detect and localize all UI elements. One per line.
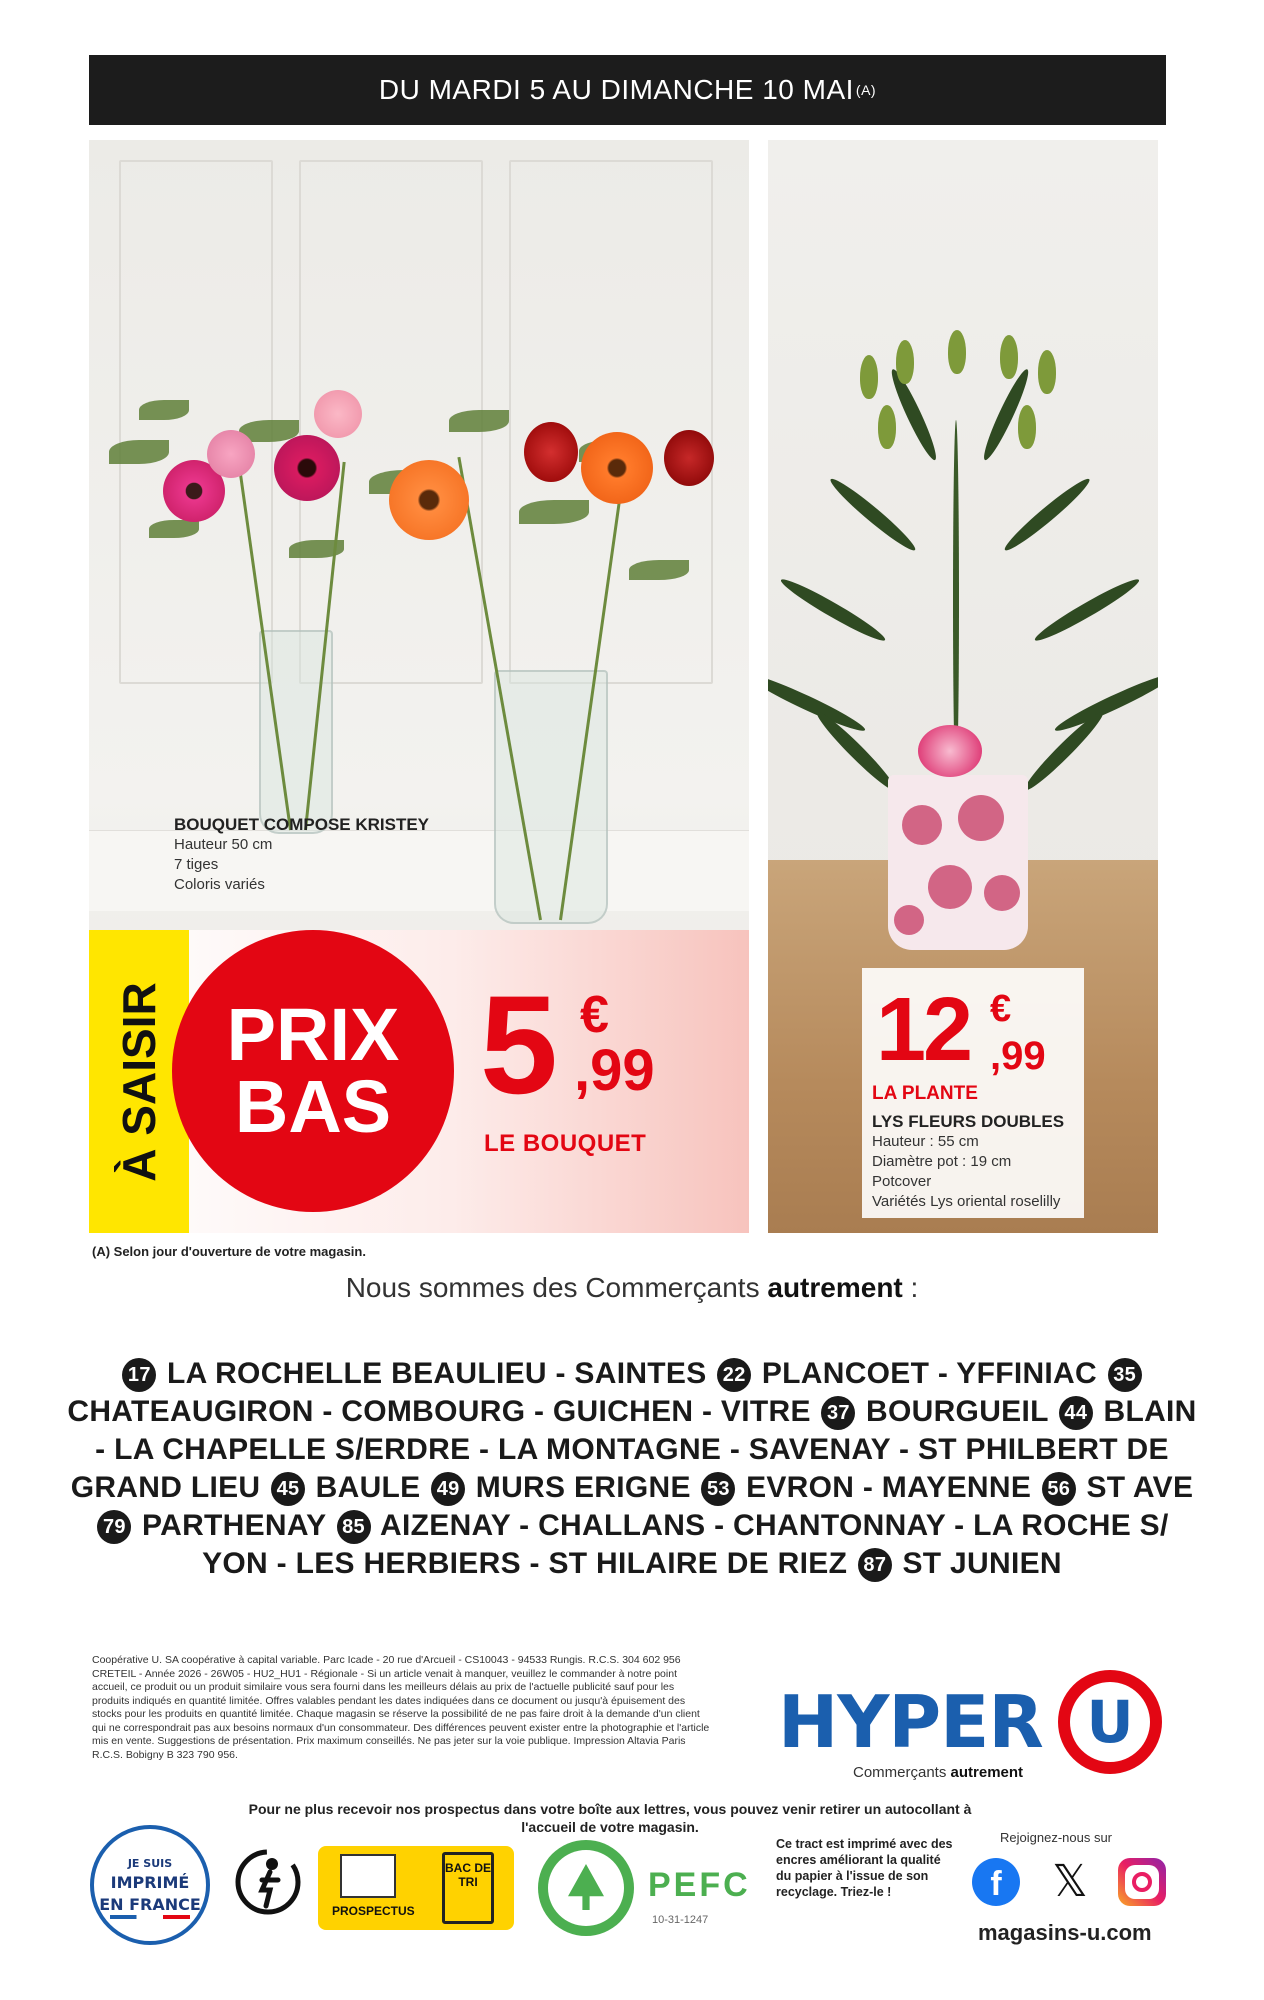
a-saisir-label: À SAISIR <box>113 981 165 1182</box>
badge-fr-line1: JE SUIS <box>127 1857 173 1870</box>
bac-de-tri-icon: BAC DE TRI <box>442 1852 494 1924</box>
pefc-label: PEFC <box>648 1866 751 1904</box>
tagline-text: Nous sommes des Commerçants <box>345 1272 768 1303</box>
bouquet-stems: 7 tiges <box>174 856 219 873</box>
x-icon[interactable]: 𝕏 <box>1052 1857 1088 1906</box>
pefc-icon <box>538 1840 634 1936</box>
dept-badge: 35 <box>1108 1358 1142 1392</box>
bouquet-price <box>470 966 680 1145</box>
prospectus-label: PROSPECTUS <box>332 1904 415 1918</box>
bouquet-price-int: 5 <box>480 966 554 1123</box>
imprime-en-france-badge <box>90 1825 210 1945</box>
dept-badge: 45 <box>271 1472 305 1506</box>
u-logo-icon <box>1058 1670 1162 1774</box>
lily-price-currency: € <box>990 988 1012 1030</box>
dept-badge: 85 <box>337 1510 371 1544</box>
facebook-icon[interactable]: f <box>972 1858 1020 1906</box>
badge-fr-line3: EN FRANCE <box>99 1895 201 1914</box>
bouquet-price-currency: € <box>580 986 609 1044</box>
lily-price-unit: LA PLANTE <box>872 1083 978 1104</box>
bouquet-height: Hauteur 50 cm <box>174 836 273 853</box>
bouquet-price-cents: ,99 <box>574 1038 655 1103</box>
stores-44: BLAIN - LA CHAPELLE S/ERDRE - LA MONTAGNE - SAVENAY - ST PHILBERT DE GRAND LIEU <box>70 1395 1197 1504</box>
stores-35: CHATEAUGIRON - COMBOURG - GUICHEN - VITRE <box>67 1395 811 1428</box>
dept-badge: 56 <box>1042 1472 1076 1506</box>
date-banner <box>89 55 1166 125</box>
dept-badge: 49 <box>431 1472 465 1506</box>
bouquet-colors: Coloris variés <box>174 876 265 893</box>
hyper-u-logo: HYPER <box>778 1680 1043 1764</box>
brand-tagline-text: Commerçants <box>853 1764 951 1781</box>
lily-pot-diameter: Diamètre pot : 19 cm <box>872 1153 1012 1170</box>
prix-bas-badge <box>172 930 454 1212</box>
lily-name: LYS FLEURS DOUBLES <box>872 1112 1065 1131</box>
brand-tagline <box>853 1764 1023 1781</box>
lily-height: Hauteur : 55 cm <box>872 1133 979 1150</box>
triman-icon <box>232 1846 304 1918</box>
prix-bas-line1: PRIX <box>226 993 400 1076</box>
tagline-end: : <box>902 1272 919 1303</box>
footnote: (A) Selon jour d'ouverture de votre magasin. <box>92 1244 366 1259</box>
social-label: Rejoignez-nous sur <box>1000 1830 1113 1845</box>
prospectus-icon <box>340 1854 396 1898</box>
bouquet-caption <box>174 815 429 895</box>
lily-caption <box>872 1112 1064 1212</box>
stores-49: MURS ERIGNE <box>475 1471 691 1504</box>
stores-85: AIZENAY - CHALLANS - CHANTONNAY - LA ROCHE S/ YON - LES HERBIERS - ST HILAIRE DE RIEZ <box>202 1509 1169 1580</box>
u-logo-letter: U <box>1070 1682 1150 1762</box>
dept-badge: 53 <box>701 1472 735 1506</box>
instagram-icon[interactable] <box>1118 1858 1166 1906</box>
tagline <box>0 1272 1264 1304</box>
tagline-bold: autrement <box>767 1272 903 1303</box>
badge-fr-line2: IMPRIMÉ <box>110 1873 190 1892</box>
dept-badge: 17 <box>122 1358 156 1392</box>
dept-badge: 22 <box>717 1358 751 1392</box>
lily-potcover: Potcover <box>872 1173 932 1190</box>
date-banner-note: (A) <box>855 82 877 98</box>
stores-56: ST AVE <box>1086 1471 1194 1504</box>
encres-note: Ce tract est imprimé avec des encres améliorant la qualité du papier à l'issue de son recyclage. Triez-le ! <box>776 1837 953 1899</box>
dept-badge: 87 <box>858 1548 892 1582</box>
lily-variety: Variétés Lys oriental roselilly <box>872 1193 1061 1210</box>
bouquet-price-unit: LE BOUQUET <box>484 1130 647 1157</box>
prix-bas-line2: BAS <box>234 1065 392 1148</box>
stores-37: BOURGUEIL <box>866 1395 1049 1428</box>
stores-45: BAULE <box>315 1471 421 1504</box>
lily-price-int: 12 <box>876 980 971 1080</box>
lily-price-cents: ,99 <box>990 1034 1046 1078</box>
tri-info <box>318 1846 514 1930</box>
stores-list <box>60 1355 1204 1583</box>
bouquet-name: BOUQUET COMPOSE KRISTEY <box>174 815 430 834</box>
stores-17: LA ROCHELLE BEAULIEU - SAINTES <box>166 1357 707 1390</box>
dept-badge: 79 <box>97 1510 131 1544</box>
stores-87: ST JUNIEN <box>902 1547 1062 1580</box>
brand-tagline-bold: autrement <box>950 1764 1024 1781</box>
dept-badge: 37 <box>821 1396 855 1430</box>
stores-22: PLANCOET - YFFINIAC <box>761 1357 1097 1390</box>
stores-79: PARTHENAY <box>142 1509 326 1542</box>
dept-badge: 44 <box>1059 1396 1093 1430</box>
date-banner-text: DU MARDI 5 AU DIMANCHE 10 MAI <box>378 74 854 105</box>
pefc-code: 10-31-1247 <box>652 1914 709 1926</box>
website-link[interactable]: magasins-u.com <box>978 1920 1152 1945</box>
legal-text: Coopérative U. SA coopérative à capital variable. Parc Icade - 20 rue d'Arcueil - CS10043 - 94533 Rungis. R.C.S. 304 602 956 CRETEIL - Année 2026 - 26W05 - HU2_HU1 - Régionale - Si un article venait à manquer, veuillez le commander à notre point accueil, ce produit ou un produit similaire vous sera fourni dans les meilleurs délais au prix de l'actuelle publicité sauf pour les produits indiqués en quantité limitée. Offres valables pendant les dates indiquées dans ce document ou jusqu'à épuisement des stocks pour les produits en quantité limitée. Chaque magasin se réserve la possibilité de ne pas faire droit à la demande d'un client qui ne correspondrait pas aux besoins normaux d'un consommateur. Des différences peuvent exister entre la photographie et l'article mis en vente. Suggestions de présentation. Prix maximum conseillés. Ne pas jeter sur la voie publique. Impression Altavia Paris R.C.S. Bobigny B 323 790 956. <box>92 1654 710 1761</box>
unsubscribe-note: Pour ne plus recevoir nos prospectus dans votre boîte aux lettres, vous pouvez venir retirer un autocollant à l'accueil de votre magasin. <box>248 1801 972 1835</box>
stores-53: EVRON - MAYENNE <box>746 1471 1032 1504</box>
